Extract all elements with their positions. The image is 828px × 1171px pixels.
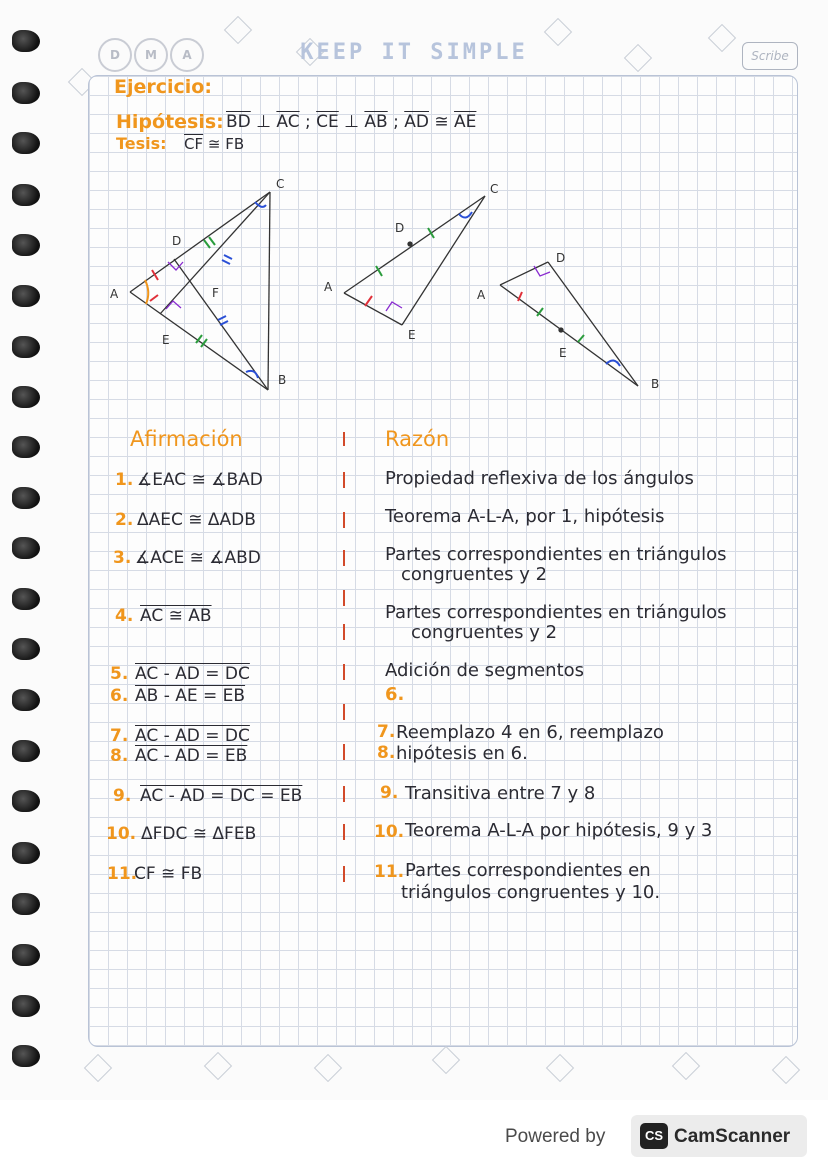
row-number: 10.: [106, 824, 137, 844]
header-title: KEEP IT SIMPLE: [300, 40, 528, 65]
row-statement: AC - AD = DC = EB: [140, 786, 303, 806]
row-number: 9.: [113, 786, 132, 806]
row-reason: Partes correspondientes en: [405, 860, 651, 881]
row-reason-cont: triángulos congruentes y 10.: [401, 882, 661, 903]
row-statement: CF ≅ FB: [134, 864, 203, 884]
svg-text:E: E: [162, 333, 170, 347]
row-statement: ∡ACE ≅ ∡ABD: [135, 548, 261, 568]
row-statement: ΔAEC ≅ ΔADB: [137, 510, 256, 530]
svg-text:C: C: [490, 182, 499, 196]
header-circle-m: M: [134, 38, 168, 72]
row-reason: Teorema A-L-A por hipótesis, 9 y 3: [405, 820, 713, 841]
svg-text:C: C: [276, 177, 285, 191]
thesis-label: Tesis:: [116, 134, 167, 153]
powered-by-text: Powered by: [505, 1126, 606, 1147]
header-circle-a: A: [170, 38, 204, 72]
row-number: 8.: [110, 746, 129, 766]
svg-text:B: B: [651, 377, 660, 391]
figure-3: [500, 262, 638, 386]
row-number: 5.: [110, 664, 129, 684]
row-reason: Partes correspondientes en triángulos: [385, 602, 727, 623]
svg-text:D: D: [172, 234, 182, 248]
figure-1: [130, 192, 270, 390]
row-number-right: 10.: [374, 822, 405, 842]
row-number: 11.: [107, 864, 138, 884]
exercise-label: Ejercicio:: [114, 76, 212, 98]
row-reason: Teorema A-L-A, por 1, hipótesis: [385, 506, 665, 527]
row-reason-cont: congruentes y 2: [411, 622, 558, 643]
svg-text:A: A: [324, 280, 333, 294]
row-statement: ∡EAC ≅ ∡BAD: [137, 470, 263, 490]
row-reason: Transitiva entre 7 y 8: [405, 783, 596, 804]
row-number: 6.: [110, 686, 129, 706]
row-reason: Adición de segmentos: [385, 660, 585, 681]
camscanner-name: CamScanner: [674, 1126, 791, 1147]
svg-text:D: D: [395, 221, 405, 235]
row-number-right: 11.: [374, 862, 405, 882]
brand-logo: Scribe: [742, 42, 798, 70]
column-heading-statement: Afirmación: [130, 427, 243, 451]
row-number: 3.: [113, 548, 132, 568]
row-statement: AB - AE = EB: [135, 686, 246, 706]
camscanner-logo-icon: CS: [640, 1123, 668, 1149]
row-statement: AC - AD = DC: [135, 726, 250, 746]
svg-text:E: E: [559, 346, 567, 360]
row-reason: Reemplazo 4 en 6, reemplazo: [396, 722, 664, 743]
row-reason: Propiedad reflexiva de los ángulos: [385, 468, 694, 489]
svg-text:A: A: [110, 287, 119, 301]
row-number-right: 6.: [385, 684, 405, 705]
hypothesis-statement: $\overline{BD}$ ⊥ $\overline{AC}$ ; $\overline{CE}$ ⊥ $\overline{AB}$ ; $\overline{AD}$ ≅ $\overline{AE}$: [226, 112, 477, 132]
row-number: 1.: [115, 470, 134, 490]
row-number: 2.: [115, 510, 134, 530]
row-number-right: 7.: [377, 722, 396, 742]
figure-2: [344, 196, 485, 325]
row-statement: AC - AD = DC: [135, 664, 250, 684]
figure-2-labels: [324, 182, 498, 342]
column-heading-reason: Razón: [385, 427, 450, 451]
row-number: 7.: [110, 726, 129, 746]
row-number-right: 8.: [377, 743, 396, 763]
row-reason-cont: congruentes y 2: [401, 564, 548, 585]
row-statement: ΔFDC ≅ ΔFEB: [141, 824, 257, 844]
thesis-statement: $\overline{CF}$ ≅ FB: [184, 135, 245, 153]
row-reason: Partes correspondientes en triángulos: [385, 544, 727, 565]
svg-text:D: D: [556, 251, 566, 265]
row-statement: AC - AD = EB: [135, 746, 248, 766]
row-number-right: 9.: [380, 783, 399, 803]
svg-text:F: F: [212, 286, 219, 300]
hypothesis-label: Hipótesis:: [116, 111, 224, 133]
row-reason: hipótesis en 6.: [396, 743, 528, 764]
svg-text:A: A: [477, 288, 486, 302]
row-number: 4.: [115, 606, 134, 626]
svg-text:E: E: [408, 328, 416, 342]
header-circle-d: D: [98, 38, 132, 72]
figure-3-labels: [477, 251, 659, 391]
svg-text:B: B: [278, 373, 287, 387]
figure-1-labels: [110, 177, 286, 387]
row-statement: AC ≅ AB: [140, 606, 212, 626]
